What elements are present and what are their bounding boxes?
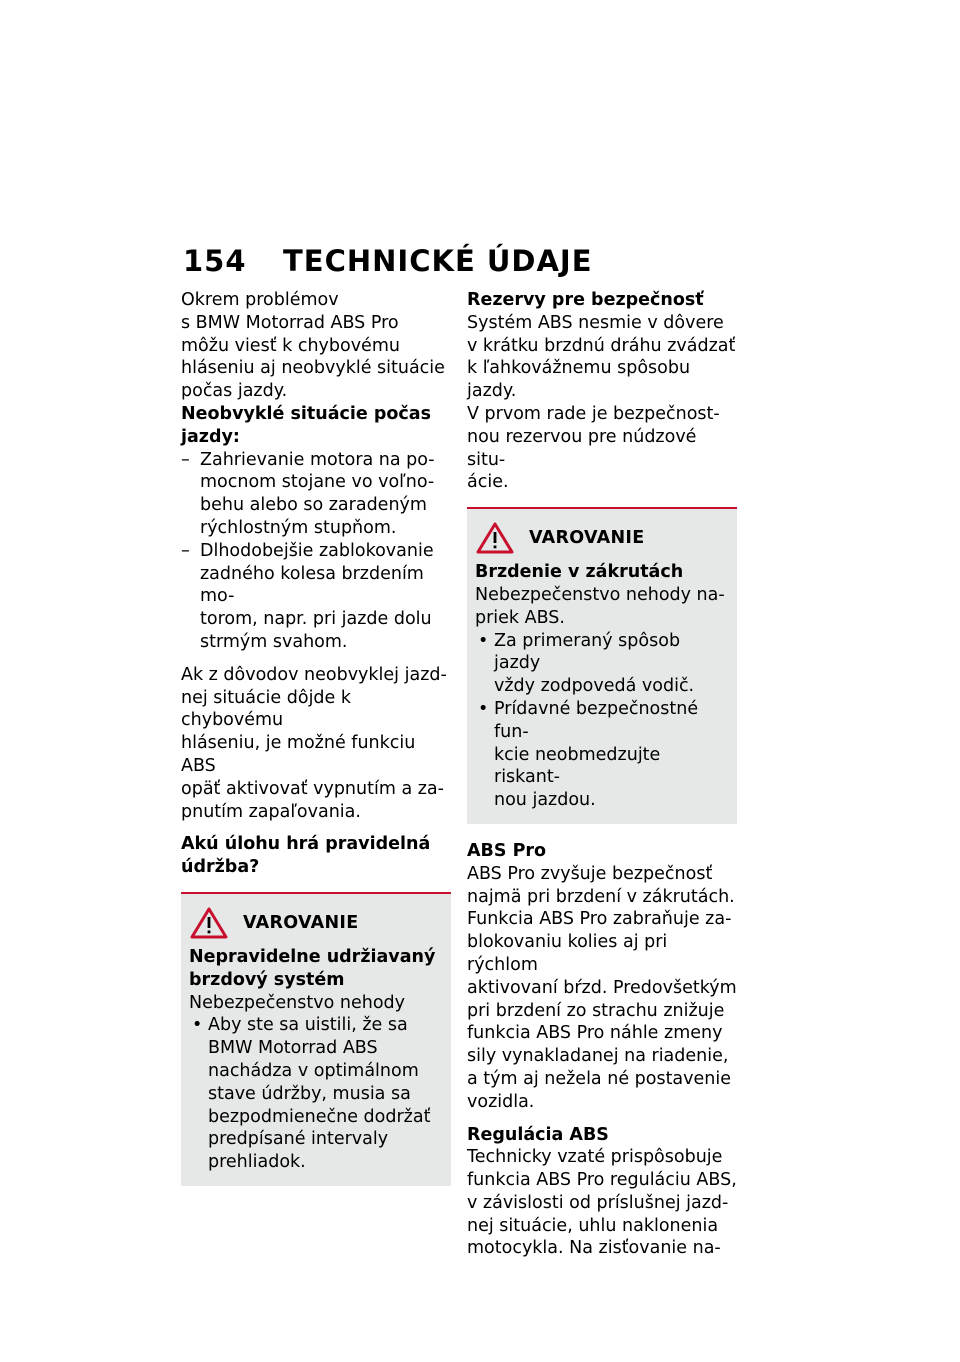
page-title: TECHNICKÉ ÚDAJE: [283, 244, 593, 278]
warning-header: [475, 519, 727, 557]
warning-title: Brzdenie v zákrutách: [475, 562, 684, 583]
page-number: 154: [183, 244, 247, 278]
warning-triangle-icon: [189, 906, 229, 940]
list-item: – Zahrievanie motora na po- mocnom stojane vo voľno- behu alebo so zaradeným rýchlostným stupňom.: [181, 449, 451, 540]
page-header: [183, 244, 593, 278]
warning-box-maintenance: [181, 892, 451, 1186]
maintenance-heading: Akú úlohu hrá pravidelná údržba?: [181, 834, 431, 878]
warning-label: VAROVANIE: [529, 528, 645, 549]
warning-title: Nepravidelne udržiavaný brzdový systém: [189, 946, 436, 990]
right-column: [467, 289, 737, 1260]
warning-list: [189, 1014, 441, 1174]
regulation-heading: Regulácia ABS: [467, 1124, 609, 1145]
unusual-situations-heading: Neobvyklé situácie počas jazdy:: [181, 403, 432, 447]
warning-list: [475, 630, 727, 812]
reserves-heading: Rezervy pre bezpečnosť: [467, 290, 704, 310]
intro-paragraph: Okrem problémov s BMW Motorrad ABS Pro môžu viesť k chybovému hláseniu aj neobvyklé situácie počas jazdy.: [181, 290, 445, 402]
warning-subtitle: Nebezpečenstvo nehody: [189, 992, 405, 1013]
abs-pro-paragraph: ABS Pro zvyšuje bezpečnosť najmä pri brzdení v zákrutách. Funkcia ABS Pro zabraňuje za- blokovaniu kolies aj pri rýchlom aktivovaní bŕzd. Predovšetkým pri brzdení zo strachu znižuje funkcia ABS Pro náhle zmeny sily vynakladanej na riadenie, a tým aj nežela né postavenie vozidla.: [467, 863, 737, 1112]
regulation-paragraph: Technicky vzaté prispôsobuje funkcia ABS Pro reguláciu ABS, v závislosti od príslušnej jazd- nej situácie, uhlu naklonenia motocykla. Na zisťovanie na-: [467, 1147, 737, 1259]
list-item: – Dlhodobejšie zablokovanie zadného kolesa brzdením mo- torom, napr. pri jazde dolu strmým svahom.: [181, 540, 451, 654]
warning-triangle-icon: [475, 521, 515, 555]
warning-box-cornering: [467, 507, 737, 824]
warning-subtitle: Nebezpečenstvo nehody na- priek ABS.: [475, 584, 725, 628]
reactivation-paragraph: Ak z dôvodov neobvyklej jazd- nej situácie dôjde k chybovému hláseniu, je možné funkciu ABS opäť aktivovať vypnutím a za- pnutím zapaľovania.: [181, 664, 447, 822]
left-column: [181, 289, 451, 1186]
list-item: • Za primeraný spôsob jazdy vždy zodpovedá vodič.: [475, 630, 727, 698]
reserves-paragraph: Systém ABS nesmie v dôvere v krátku brzdnú dráhu zvádzať k ľahkovážnemu spôsobu jazdy. V prvom rade je bezpečnost- nou rezervou pre núdzové situ- ácie.: [467, 312, 736, 493]
warning-header: [189, 904, 441, 942]
unusual-situations-list: [181, 449, 451, 654]
list-item: • Aby ste sa uistili, že sa BMW Motorrad ABS nachádza v optimálnom stave údržby, musia sa bezpodmienečne dodržať predpísané intervaly prehliadok.: [189, 1014, 441, 1174]
list-item: • Prídavné bezpečnostné fun- kcie neobmedzujte riskant- nou jazdou.: [475, 698, 727, 812]
abs-pro-heading: ABS Pro: [467, 840, 547, 861]
warning-label: VAROVANIE: [243, 912, 359, 933]
